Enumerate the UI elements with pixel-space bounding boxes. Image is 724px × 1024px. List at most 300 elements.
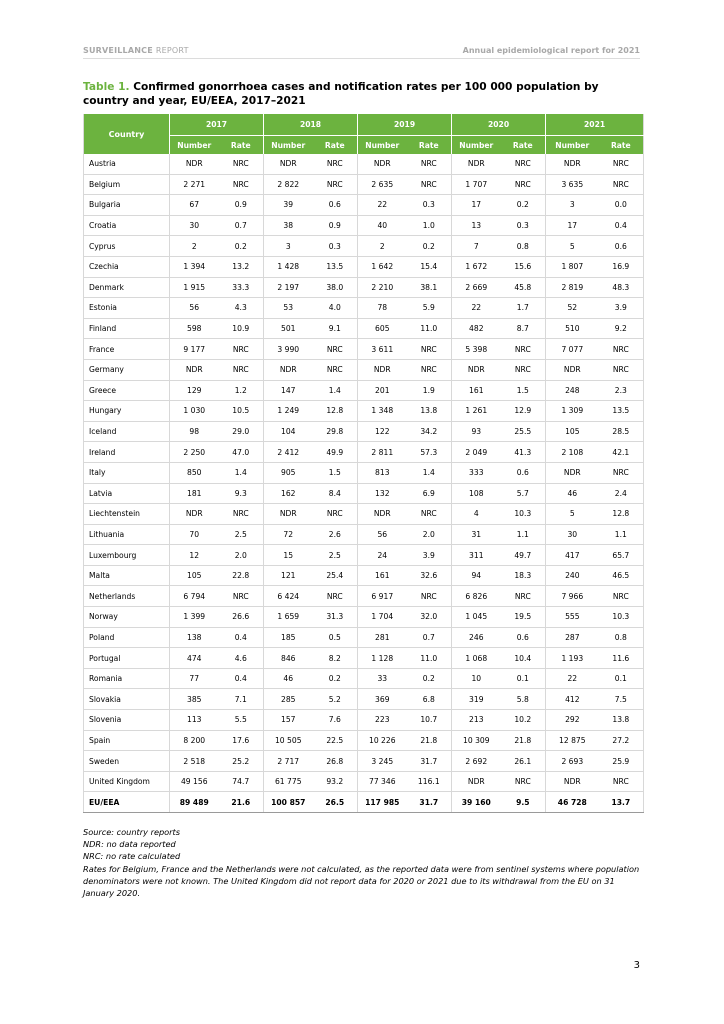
number-cell: NDR xyxy=(264,359,313,380)
country-cell: Slovakia xyxy=(84,689,170,710)
number-cell: NDR xyxy=(452,771,501,792)
country-cell: Luxembourg xyxy=(84,545,170,566)
rate-cell: 2.6 xyxy=(313,524,358,545)
table-row xyxy=(84,421,644,442)
country-cell: Norway xyxy=(84,607,170,628)
rate-cell: 4.6 xyxy=(219,648,264,669)
number-cell: 2 518 xyxy=(170,751,219,772)
rate-cell: 22.8 xyxy=(219,565,264,586)
rate-cell: 34.2 xyxy=(407,421,452,442)
country-cell: Bulgaria xyxy=(84,195,170,216)
rate-cell: NRC xyxy=(313,359,358,380)
number-cell: 46 xyxy=(546,483,599,504)
rate-cell: 22.5 xyxy=(313,730,358,751)
number-cell: 605 xyxy=(358,318,407,339)
rate-cell: 65.7 xyxy=(599,545,644,566)
country-cell: Germany xyxy=(84,359,170,380)
rate-cell: 10.3 xyxy=(501,504,546,525)
rate-cell: 31.7 xyxy=(407,792,452,813)
number-cell: 4 xyxy=(452,504,501,525)
rate-cell: NRC xyxy=(407,174,452,195)
number-cell: 2 717 xyxy=(264,751,313,772)
rate-cell: 0.2 xyxy=(407,668,452,689)
note-ndr: NDR: no data reported xyxy=(83,839,176,850)
table-row xyxy=(84,586,644,607)
rate-cell: 13.2 xyxy=(219,256,264,277)
rate-cell: NRC xyxy=(501,174,546,195)
rate-cell: 3.9 xyxy=(599,298,644,319)
number-cell: 201 xyxy=(358,380,407,401)
rate-cell: 1.4 xyxy=(313,380,358,401)
rate-cell: NRC xyxy=(313,174,358,195)
country-cell: Italy xyxy=(84,462,170,483)
rate-cell: 7.6 xyxy=(313,710,358,731)
number-cell: 93 xyxy=(452,421,501,442)
rate-cell: 13.7 xyxy=(599,792,644,813)
table-row xyxy=(84,545,644,566)
number-cell: 1 309 xyxy=(546,401,599,422)
rate-cell: 12.8 xyxy=(313,401,358,422)
number-cell: 105 xyxy=(546,421,599,442)
number-cell: 46 xyxy=(264,668,313,689)
rate-cell: 32.0 xyxy=(407,607,452,628)
rate-cell: 0.2 xyxy=(219,236,264,257)
number-cell: 501 xyxy=(264,318,313,339)
number-cell: 2 412 xyxy=(264,442,313,463)
number-cell: 412 xyxy=(546,689,599,710)
number-cell: 1 807 xyxy=(546,256,599,277)
number-cell: 319 xyxy=(452,689,501,710)
number-cell: 6 917 xyxy=(358,586,407,607)
rate-cell: NRC xyxy=(407,504,452,525)
country-cell: EU/EEA xyxy=(84,792,170,813)
rate-cell: 11.0 xyxy=(407,318,452,339)
number-cell: 132 xyxy=(358,483,407,504)
number-cell: 39 xyxy=(264,195,313,216)
number-header: Number xyxy=(358,136,407,155)
rate-cell: 0.9 xyxy=(219,195,264,216)
rate-cell: 16.9 xyxy=(599,256,644,277)
table-row xyxy=(84,215,644,236)
rate-cell: 0.8 xyxy=(501,236,546,257)
number-cell: 121 xyxy=(264,565,313,586)
table-row xyxy=(84,462,644,483)
number-cell: 2 xyxy=(358,236,407,257)
note-rates: Rates for Belgium, France and the Netherlands were not calculated, as the reported data were from sentinel systems where population denominators were not known. The United Kingdom did not report data for 2020 or 2021 due to its withdrawal from the EU on 31 January 2020. xyxy=(83,863,640,899)
number-cell: 311 xyxy=(452,545,501,566)
number-cell: 7 077 xyxy=(546,339,599,360)
number-cell: 30 xyxy=(546,524,599,545)
rate-cell: 0.4 xyxy=(219,627,264,648)
number-cell: NDR xyxy=(358,504,407,525)
number-cell: 213 xyxy=(452,710,501,731)
number-cell: 2 692 xyxy=(452,751,501,772)
table-caption xyxy=(83,80,643,108)
country-cell: Spain xyxy=(84,730,170,751)
number-cell: 1 249 xyxy=(264,401,313,422)
table-row xyxy=(84,380,644,401)
number-cell: 181 xyxy=(170,483,219,504)
number-header: Number xyxy=(452,136,501,155)
rate-cell: NRC xyxy=(219,154,264,174)
number-cell: 7 966 xyxy=(546,586,599,607)
rate-header: Rate xyxy=(501,136,546,155)
number-cell: 3 990 xyxy=(264,339,313,360)
rate-cell: 0.1 xyxy=(501,668,546,689)
table-row xyxy=(84,648,644,669)
rate-cell: 25.9 xyxy=(599,751,644,772)
rate-cell: 47.0 xyxy=(219,442,264,463)
number-cell: 10 505 xyxy=(264,730,313,751)
number-cell: 77 346 xyxy=(358,771,407,792)
number-cell: NDR xyxy=(170,504,219,525)
rate-cell: 33.3 xyxy=(219,277,264,298)
rate-cell: 26.5 xyxy=(313,792,358,813)
number-header: Number xyxy=(264,136,313,155)
table-row xyxy=(84,771,644,792)
table-row xyxy=(84,607,644,628)
running-header-left xyxy=(83,46,189,55)
number-cell: 105 xyxy=(170,565,219,586)
rate-cell: 0.4 xyxy=(599,215,644,236)
number-cell: 474 xyxy=(170,648,219,669)
year-header: 2020 xyxy=(452,114,546,136)
number-cell: 1 707 xyxy=(452,174,501,195)
rate-cell: 25.4 xyxy=(313,565,358,586)
rate-cell: NRC xyxy=(407,586,452,607)
number-cell: 30 xyxy=(170,215,219,236)
number-cell: 10 309 xyxy=(452,730,501,751)
table-row xyxy=(84,318,644,339)
header-report-word: REPORT xyxy=(155,46,189,55)
number-cell: 3 611 xyxy=(358,339,407,360)
number-cell: 70 xyxy=(170,524,219,545)
number-cell: 7 xyxy=(452,236,501,257)
table-row xyxy=(84,751,644,772)
rate-cell: NRC xyxy=(219,359,264,380)
rate-cell: 6.8 xyxy=(407,689,452,710)
number-cell: 61 775 xyxy=(264,771,313,792)
country-cell: Portugal xyxy=(84,648,170,669)
rate-cell: 42.1 xyxy=(599,442,644,463)
rate-cell: 15.6 xyxy=(501,256,546,277)
country-cell: Latvia xyxy=(84,483,170,504)
rate-cell: 28.5 xyxy=(599,421,644,442)
country-cell: Netherlands xyxy=(84,586,170,607)
number-cell: 1 394 xyxy=(170,256,219,277)
number-cell: 482 xyxy=(452,318,501,339)
table-row xyxy=(84,442,644,463)
country-column-header: Country xyxy=(84,114,170,154)
number-cell: 78 xyxy=(358,298,407,319)
rate-cell: 8.2 xyxy=(313,648,358,669)
number-cell: 1 261 xyxy=(452,401,501,422)
number-cell: 49 156 xyxy=(170,771,219,792)
rate-cell: 1.2 xyxy=(219,380,264,401)
rate-cell: NRC xyxy=(313,154,358,174)
rate-cell: 0.3 xyxy=(313,236,358,257)
country-cell: Greece xyxy=(84,380,170,401)
rate-cell: 15.4 xyxy=(407,256,452,277)
number-cell: 598 xyxy=(170,318,219,339)
rate-cell: 10.3 xyxy=(599,607,644,628)
rate-cell: 31.7 xyxy=(407,751,452,772)
number-cell: 1 704 xyxy=(358,607,407,628)
country-cell: Croatia xyxy=(84,215,170,236)
number-cell: 3 xyxy=(546,195,599,216)
number-cell: 5 xyxy=(546,504,599,525)
number-cell: 2 108 xyxy=(546,442,599,463)
number-cell: 5 xyxy=(546,236,599,257)
number-cell: 2 811 xyxy=(358,442,407,463)
number-cell: 24 xyxy=(358,545,407,566)
rate-cell: NRC xyxy=(599,586,644,607)
number-cell: NDR xyxy=(546,359,599,380)
rate-cell: 32.6 xyxy=(407,565,452,586)
table-notes xyxy=(83,826,643,899)
rate-cell: 9.1 xyxy=(313,318,358,339)
rate-cell: NRC xyxy=(219,174,264,195)
rate-cell: 0.7 xyxy=(407,627,452,648)
rate-cell: 74.7 xyxy=(219,771,264,792)
table-row xyxy=(84,195,644,216)
table-row xyxy=(84,668,644,689)
rate-cell: 13.8 xyxy=(599,710,644,731)
table-row xyxy=(84,689,644,710)
number-cell: NDR xyxy=(546,462,599,483)
country-cell: Cyprus xyxy=(84,236,170,257)
number-cell: 122 xyxy=(358,421,407,442)
number-cell: 3 635 xyxy=(546,174,599,195)
rate-cell: 11.0 xyxy=(407,648,452,669)
rate-cell: NRC xyxy=(219,586,264,607)
country-cell: Belgium xyxy=(84,174,170,195)
rate-cell: NRC xyxy=(501,359,546,380)
rate-cell: 29.8 xyxy=(313,421,358,442)
number-cell: 385 xyxy=(170,689,219,710)
country-cell: Iceland xyxy=(84,421,170,442)
table-row xyxy=(84,174,644,195)
number-cell: 1 915 xyxy=(170,277,219,298)
rate-cell: 116.1 xyxy=(407,771,452,792)
rate-header: Rate xyxy=(599,136,644,155)
number-cell: 417 xyxy=(546,545,599,566)
number-header: Number xyxy=(170,136,219,155)
rate-cell: 18.3 xyxy=(501,565,546,586)
rate-cell: 5.8 xyxy=(501,689,546,710)
number-cell: 6 794 xyxy=(170,586,219,607)
rate-cell: NRC xyxy=(219,339,264,360)
country-cell: Austria xyxy=(84,154,170,174)
rate-cell: 48.3 xyxy=(599,277,644,298)
number-cell: NDR xyxy=(546,154,599,174)
number-cell: 1 128 xyxy=(358,648,407,669)
rate-cell: 25.2 xyxy=(219,751,264,772)
number-cell: 12 875 xyxy=(546,730,599,751)
table-caption-label: Table 1. xyxy=(83,81,130,93)
number-cell: 1 045 xyxy=(452,607,501,628)
number-cell: 157 xyxy=(264,710,313,731)
number-cell: 2 635 xyxy=(358,174,407,195)
number-cell: 113 xyxy=(170,710,219,731)
country-cell: Lithuania xyxy=(84,524,170,545)
rate-cell: 1.5 xyxy=(313,462,358,483)
table-row xyxy=(84,565,644,586)
country-cell: Sweden xyxy=(84,751,170,772)
rate-cell: 5.7 xyxy=(501,483,546,504)
rate-cell: 0.6 xyxy=(501,627,546,648)
rate-cell: 10.2 xyxy=(501,710,546,731)
number-cell: 369 xyxy=(358,689,407,710)
number-cell: 5 398 xyxy=(452,339,501,360)
number-cell: 1 672 xyxy=(452,256,501,277)
number-cell: NDR xyxy=(358,154,407,174)
number-cell: 72 xyxy=(264,524,313,545)
country-cell: Romania xyxy=(84,668,170,689)
rate-cell: 1.4 xyxy=(219,462,264,483)
rate-cell: 1.5 xyxy=(501,380,546,401)
number-cell: 1 428 xyxy=(264,256,313,277)
rate-cell: 2.0 xyxy=(407,524,452,545)
number-cell: 2 197 xyxy=(264,277,313,298)
rate-cell: 0.9 xyxy=(313,215,358,236)
number-cell: 89 489 xyxy=(170,792,219,813)
table-row xyxy=(84,504,644,525)
country-cell: Denmark xyxy=(84,277,170,298)
number-cell: NDR xyxy=(452,359,501,380)
rate-cell: NRC xyxy=(599,174,644,195)
rate-cell: 0.2 xyxy=(501,195,546,216)
year-header: 2018 xyxy=(264,114,358,136)
number-cell: 129 xyxy=(170,380,219,401)
number-cell: 138 xyxy=(170,627,219,648)
rate-cell: 38.0 xyxy=(313,277,358,298)
rate-cell: 21.8 xyxy=(501,730,546,751)
rate-cell: 41.3 xyxy=(501,442,546,463)
rate-cell: 26.6 xyxy=(219,607,264,628)
rate-cell: 49.7 xyxy=(501,545,546,566)
table-row xyxy=(84,256,644,277)
number-cell: 100 857 xyxy=(264,792,313,813)
rate-cell: NRC xyxy=(407,339,452,360)
rate-cell: NRC xyxy=(407,359,452,380)
number-cell: 39 160 xyxy=(452,792,501,813)
number-cell: 56 xyxy=(170,298,219,319)
year-header: 2019 xyxy=(358,114,452,136)
rate-cell: 0.6 xyxy=(599,236,644,257)
number-cell: 15 xyxy=(264,545,313,566)
rate-cell: 31.3 xyxy=(313,607,358,628)
rate-header: Rate xyxy=(407,136,452,155)
rate-cell: 10.5 xyxy=(219,401,264,422)
number-cell: 22 xyxy=(452,298,501,319)
rate-cell: NRC xyxy=(219,504,264,525)
number-cell: 281 xyxy=(358,627,407,648)
rate-cell: NRC xyxy=(599,339,644,360)
header-divider xyxy=(83,58,640,59)
rate-cell: 13.5 xyxy=(313,256,358,277)
country-cell: United Kingdom xyxy=(84,771,170,792)
number-cell: 1 030 xyxy=(170,401,219,422)
number-cell: 2 049 xyxy=(452,442,501,463)
number-cell: 8 200 xyxy=(170,730,219,751)
country-cell: Ireland xyxy=(84,442,170,463)
number-cell: 161 xyxy=(452,380,501,401)
rate-cell: NRC xyxy=(501,339,546,360)
number-cell: 147 xyxy=(264,380,313,401)
number-cell: NDR xyxy=(170,154,219,174)
number-cell: 38 xyxy=(264,215,313,236)
number-cell: 117 985 xyxy=(358,792,407,813)
rate-cell: 8.4 xyxy=(313,483,358,504)
rate-cell: 3.9 xyxy=(407,545,452,566)
number-cell: 2 822 xyxy=(264,174,313,195)
number-cell: 223 xyxy=(358,710,407,731)
rate-cell: 19.5 xyxy=(501,607,546,628)
number-cell: 22 xyxy=(546,668,599,689)
number-cell: 6 826 xyxy=(452,586,501,607)
gonorrhoea-table xyxy=(83,114,644,813)
number-cell: 2 271 xyxy=(170,174,219,195)
number-cell: 22 xyxy=(358,195,407,216)
number-cell: 6 424 xyxy=(264,586,313,607)
rate-cell: NRC xyxy=(407,154,452,174)
number-cell: 3 245 xyxy=(358,751,407,772)
table-row xyxy=(84,710,644,731)
rate-cell: NRC xyxy=(501,586,546,607)
table-row xyxy=(84,627,644,648)
rate-cell: NRC xyxy=(313,504,358,525)
rate-cell: 0.8 xyxy=(599,627,644,648)
rate-cell: 57.3 xyxy=(407,442,452,463)
rate-cell: 26.8 xyxy=(313,751,358,772)
country-cell: France xyxy=(84,339,170,360)
number-cell: 1 193 xyxy=(546,648,599,669)
rate-cell: 2.3 xyxy=(599,380,644,401)
number-cell: 9 177 xyxy=(170,339,219,360)
rate-cell: 1.1 xyxy=(501,524,546,545)
number-cell: 33 xyxy=(358,668,407,689)
rate-cell: 13.5 xyxy=(599,401,644,422)
country-cell: Poland xyxy=(84,627,170,648)
table-row xyxy=(84,298,644,319)
number-cell: 17 xyxy=(546,215,599,236)
rate-cell: 7.5 xyxy=(599,689,644,710)
country-cell: Czechia xyxy=(84,256,170,277)
rate-cell: NRC xyxy=(313,586,358,607)
number-cell: 2 693 xyxy=(546,751,599,772)
number-cell: 333 xyxy=(452,462,501,483)
running-header-right: Annual epidemiological report for 2021 xyxy=(462,46,640,55)
table-body xyxy=(84,154,644,813)
number-cell: NDR xyxy=(264,504,313,525)
rate-cell: 0.5 xyxy=(313,627,358,648)
number-cell: NDR xyxy=(170,359,219,380)
number-cell: 2 xyxy=(170,236,219,257)
table-row xyxy=(84,483,644,504)
note-source: Source: country reports xyxy=(83,827,181,837)
number-cell: 555 xyxy=(546,607,599,628)
rate-cell: 12.9 xyxy=(501,401,546,422)
number-cell: 94 xyxy=(452,565,501,586)
table-row xyxy=(84,277,644,298)
rate-cell: 12.8 xyxy=(599,504,644,525)
rate-cell: NRC xyxy=(599,359,644,380)
rate-header: Rate xyxy=(313,136,358,155)
rate-cell: 93.2 xyxy=(313,771,358,792)
number-cell: 2 210 xyxy=(358,277,407,298)
country-cell: Hungary xyxy=(84,401,170,422)
